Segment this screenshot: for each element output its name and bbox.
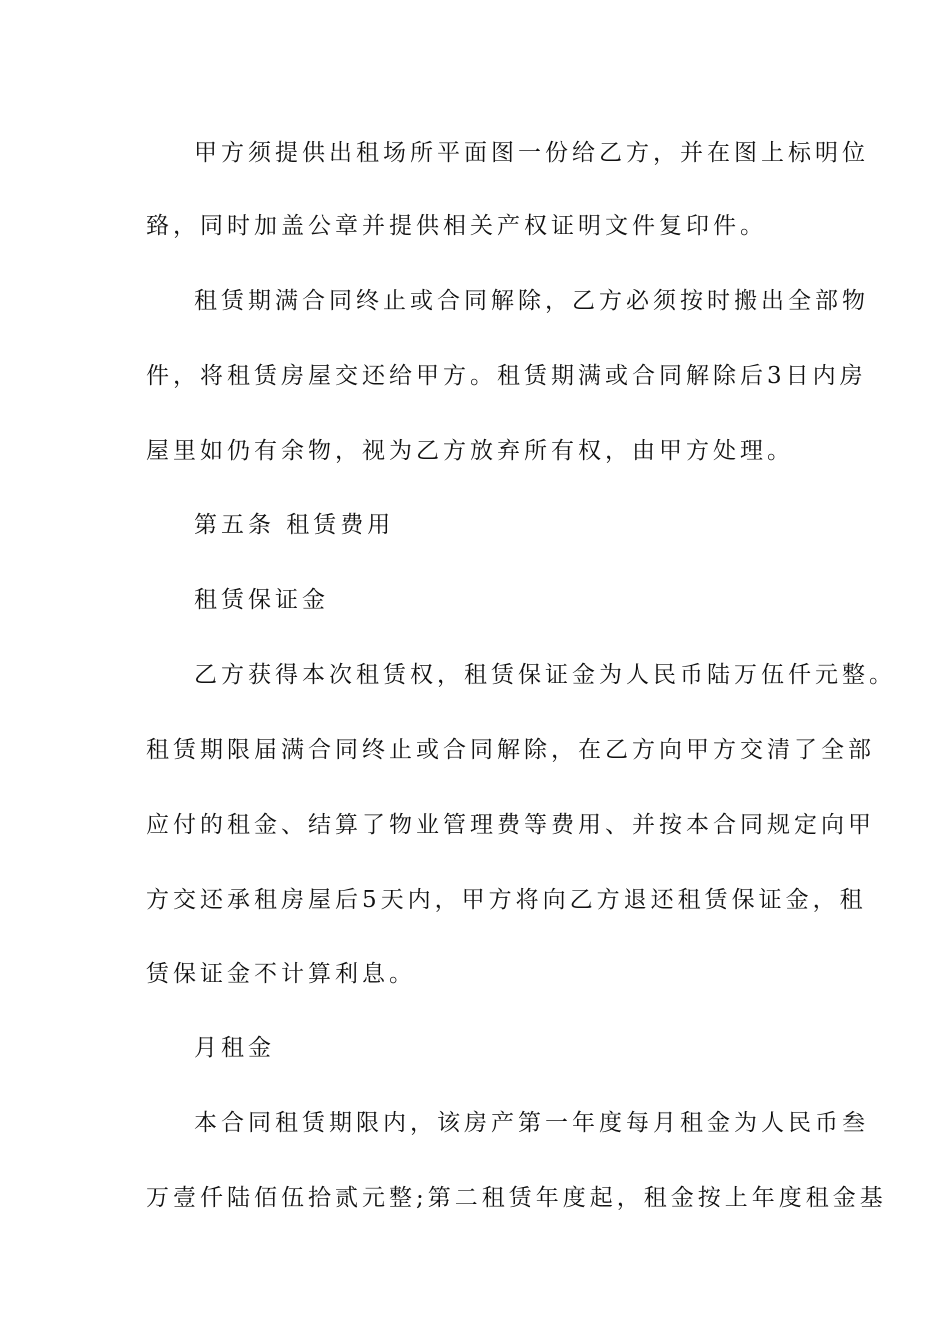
paragraph-line: 本合同租赁期限内，该房产第一年度每月租金为人民币叁 (194, 1110, 869, 1136)
paragraph-line: 赁保证金不计算利息。 (146, 961, 416, 987)
section-heading: 第五条 租赁费用 (194, 512, 395, 538)
subsection-heading: 月租金 (194, 1035, 275, 1061)
paragraph-line: 方交还承租房屋后5天内，甲方将向乙方退还租赁保证金，租 (146, 887, 867, 913)
paragraph-line: 乙方获得本次租赁权，租赁保证金为人民币陆万伍仟元整。 (194, 662, 896, 688)
paragraph-line: 租赁期限届满合同终止或合同解除，在乙方向甲方交清了全部 (146, 737, 875, 763)
paragraph-line: 租赁期满合同终止或合同解除，乙方必须按时搬出全部物 (194, 288, 869, 314)
paragraph-line: 件，将租赁房屋交还给甲方。租赁期满或合同解除后3日内房 (146, 363, 867, 389)
paragraph-line: 万壹仟陆佰伍拾贰元整;第二租赁年度起，租金按上年度租金基 (146, 1185, 887, 1211)
subsection-heading: 租赁保证金 (194, 587, 329, 613)
paragraph-line: 应付的租金、结算了物业管理费等费用、并按本合同规定向甲 (146, 812, 875, 838)
paragraph-line: 臵，同时加盖公章并提供相关产权证明文件复印件。 (146, 213, 767, 239)
paragraph-line: 屋里如仍有余物，视为乙方放弃所有权，由甲方处理。 (146, 438, 794, 464)
paragraph-line: 甲方须提供出租场所平面图一份给乙方，并在图上标明位 (194, 140, 869, 166)
